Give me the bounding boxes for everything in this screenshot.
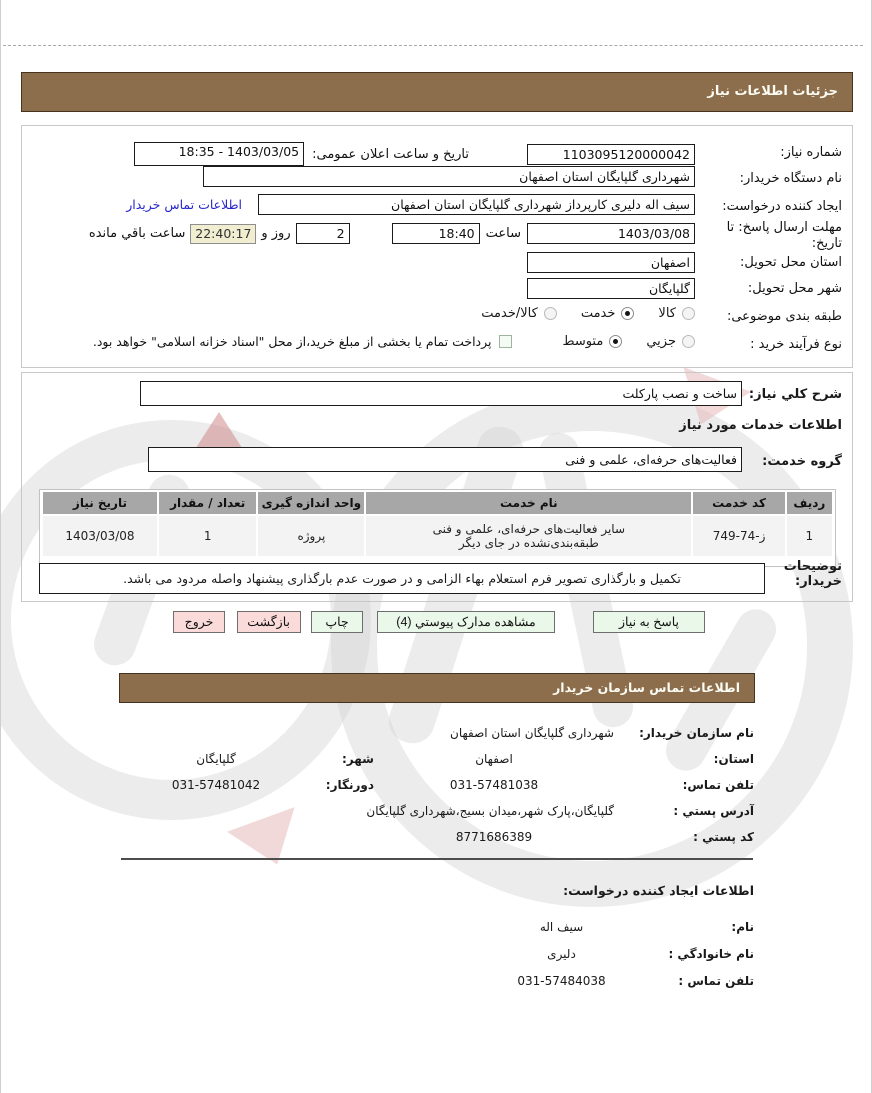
service-group-field[interactable]: فعالیت‌های حرفه‌ای، علمی و فنی: [148, 447, 742, 472]
hours-remaining-label: ساعت باقي مانده: [88, 226, 186, 241]
radio-medium[interactable]: [609, 335, 622, 348]
delivery-province-row: [527, 252, 695, 273]
services-table-header-row: [43, 492, 832, 514]
deadline-label: مهلت ارسال پاسخ: تا تاریخ:: [726, 220, 842, 252]
process-type-row: [93, 334, 695, 349]
details-section-bar: [21, 72, 853, 112]
deadline-row: [89, 223, 695, 244]
contact-section-bar: [119, 673, 755, 703]
col-need-date: تاریخ نیاز: [43, 492, 157, 514]
cell-row-index: 1: [787, 516, 832, 556]
view-attachments-button[interactable]: مشاهده مدارک پیوستي (4): [377, 611, 555, 633]
delivery-province-label: استان محل تحویل:: [740, 255, 842, 270]
buyer-org-label: نام دستگاه خریدار:: [739, 171, 842, 186]
need-number-label: شماره نیاز:: [780, 145, 842, 160]
delivery-city-label: شهر محل تحویل:: [747, 281, 842, 296]
need-desc-label: شرح کلي نیاز:: [748, 387, 842, 402]
action-buttons: [173, 611, 705, 633]
buyer-contact-link[interactable]: اطلاعات تماس خریدار: [126, 197, 242, 212]
postal-code-label: کد پستي :: [693, 830, 754, 844]
contact-fax-value: 031-57481042: [171, 778, 261, 792]
col-service-name: نام خدمت: [366, 492, 691, 514]
service-group-label: گروه خدمت:: [762, 454, 842, 469]
details-section-title: جزئیات اطلاعات نیاز: [707, 84, 838, 99]
creator-info-heading: اطلاعات ایجاد کننده درخواست:: [563, 883, 754, 898]
countdown-timer: 22:40:17: [190, 224, 256, 244]
back-button[interactable]: بازگشت: [237, 611, 301, 633]
deadline-date-field[interactable]: 1403/03/08: [527, 223, 695, 244]
contact-info: [136, 720, 754, 850]
creator-info: [494, 914, 754, 995]
announce-datetime-label: تاریخ و ساعت اعلان عمومی:: [312, 146, 469, 162]
last-name-label: نام خانوادگي :: [668, 947, 754, 961]
contact-fax-label: دورنگار:: [325, 778, 374, 792]
contact-section-title: اطلاعات تماس سازمان خریدار: [553, 680, 740, 695]
radio-service-label: خدمت: [580, 306, 616, 321]
radio-medium-label: متوسط: [562, 334, 604, 349]
buyer-note-field[interactable]: تکمیل و بارگذاری تصویر فرم استعلام بهاء الزامی و در صورت عدم بارگذاری پیشنهاد واصله مردود می باشد.: [39, 563, 765, 594]
announce-datetime-field[interactable]: 18:35 - 1403/03/05: [134, 142, 304, 166]
days-remaining-field[interactable]: 2: [296, 223, 350, 244]
radio-goods-service-label: کالا/خدمت: [481, 306, 538, 321]
need-number-row: [134, 142, 695, 166]
creator-phone-value: 031-57484038: [517, 974, 606, 988]
need-panel: [21, 372, 853, 602]
request-creator-label: ایجاد کننده درخواست:: [722, 199, 842, 214]
exit-button[interactable]: خروج: [173, 611, 225, 633]
request-creator-field[interactable]: سیف اله دلیری کارپرداز شهرداری گلپایگان استان اصفهان: [258, 194, 695, 215]
address-value: گلپایگان،پارک شهر،میدان بسیج،شهرداری گلپایگان: [366, 804, 614, 818]
radio-minor[interactable]: [682, 335, 695, 348]
section-divider: [121, 858, 753, 860]
buyer-org-row: [203, 166, 695, 187]
radio-goods-service[interactable]: [544, 307, 557, 320]
first-name-label: نام:: [731, 920, 754, 934]
respond-button[interactable]: پاسخ به نیاز: [593, 611, 705, 633]
contact-province-label: استان:: [713, 752, 754, 766]
radio-service[interactable]: [621, 307, 634, 320]
contact-phone-value: 031-57481038: [449, 778, 539, 792]
deadline-time-field[interactable]: 18:40: [392, 223, 480, 244]
details-panel: [21, 125, 853, 368]
col-service-code: کد خدمت: [693, 492, 784, 514]
delivery-city-row: [527, 278, 695, 299]
buyer-note-label: توضیحات خریدار:: [783, 559, 842, 589]
days-label: روز و: [261, 226, 291, 241]
col-qty: تعداد / مقدار: [159, 492, 257, 514]
radio-goods[interactable]: [682, 307, 695, 320]
cell-qty: 1: [159, 516, 257, 556]
cell-service-code: ز-74-749: [693, 516, 784, 556]
services-heading: اطلاعات خدمات مورد نیاز: [679, 418, 842, 433]
contact-city-value: گلپایگان: [196, 752, 236, 766]
cell-service-name: سایر فعالیت‌های حرفه‌ای، علمی و فنی طبقه‌بندی‌نشده در جای دیگر: [366, 516, 691, 556]
cell-need-date: 1403/03/08: [43, 516, 157, 556]
radio-minor-label: جزیي: [646, 334, 676, 349]
radio-goods-label: کالا: [658, 306, 676, 321]
address-label: آدرس پستي :: [673, 804, 754, 818]
treasury-payment-label: پرداخت تمام یا بخشی از مبلغ خرید،از محل "اسناد خزانه اسلامی" خواهد بود.: [92, 334, 492, 349]
request-creator-row: [126, 194, 695, 215]
first-name-value: سیف اله: [539, 920, 584, 934]
col-unit: واحد اندازه گیری: [258, 492, 364, 514]
col-row-index: ردیف: [787, 492, 832, 514]
top-divider: [0, 45, 863, 46]
org-name-label: نام سازمان خریدار:: [639, 726, 754, 740]
treasury-payment-checkbox[interactable]: [499, 335, 512, 348]
creator-phone-label: تلفن تماس :: [678, 974, 754, 988]
need-desc-field[interactable]: ساخت و نصب پارکلت: [140, 381, 742, 406]
classification-row: [457, 306, 695, 321]
delivery-city-field[interactable]: گلپایگان: [527, 278, 695, 299]
contact-phone-label: تلفن تماس:: [682, 778, 754, 792]
table-row: [43, 516, 832, 556]
delivery-province-field[interactable]: اصفهان: [527, 252, 695, 273]
deadline-hour-label: ساعت: [485, 226, 521, 241]
last-name-value: دلیری: [547, 947, 576, 961]
print-button[interactable]: چاپ: [311, 611, 363, 633]
need-number-field[interactable]: 1103095120000042: [527, 144, 695, 165]
org-name-value: شهرداری گلپایگان استان اصفهان: [450, 726, 614, 740]
buyer-org-field[interactable]: شهرداری گلپایگان استان اصفهان: [203, 166, 695, 187]
cell-unit: پروژه: [258, 516, 364, 556]
classification-label: طبقه بندی موضوعی:: [726, 309, 842, 324]
process-type-label: نوع فرآیند خرید :: [750, 337, 842, 352]
contact-city-label: شهر:: [342, 752, 374, 766]
contact-province-value: اصفهان: [475, 752, 513, 766]
services-table: [39, 489, 836, 567]
postal-code-value: 8771686389: [455, 830, 533, 844]
